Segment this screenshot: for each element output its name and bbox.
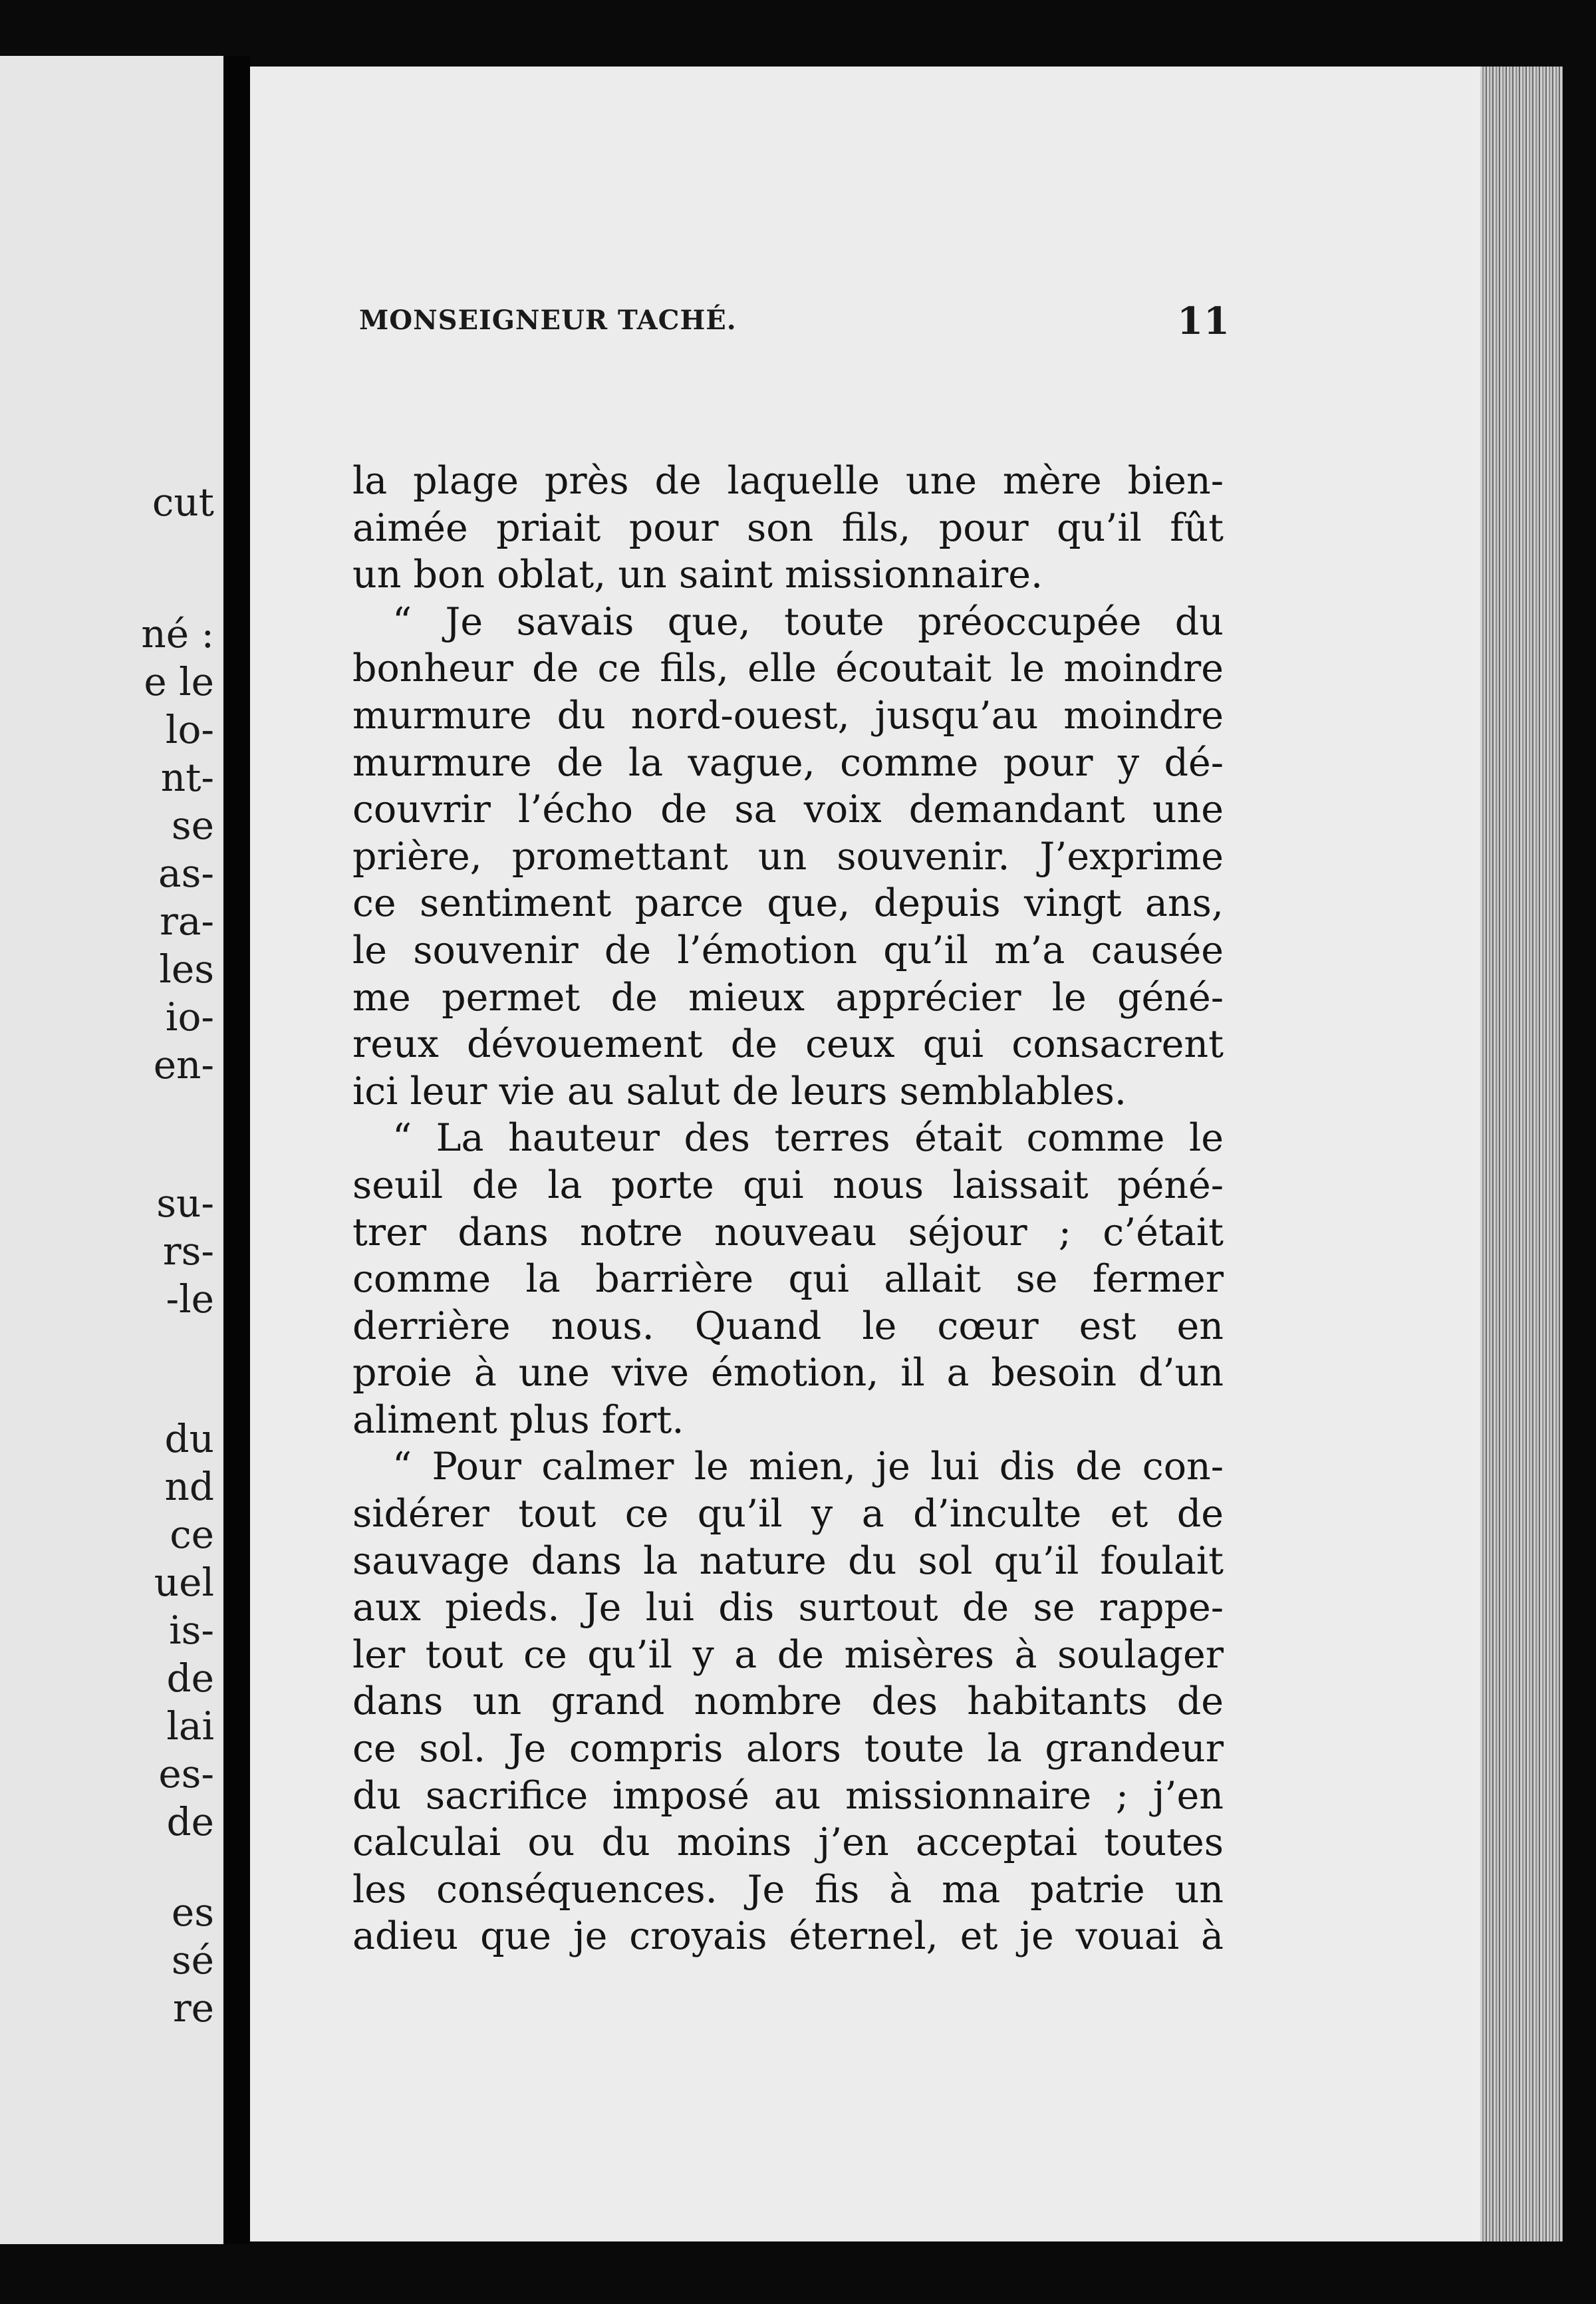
text-line: ici leur vie au salut de leurs semblables. (352, 1069, 1127, 1113)
facing-page-fragment (0, 56, 223, 2244)
text-line: proie à une vive émotion, il a besoin d’un (352, 1351, 1224, 1395)
text-line: prière, promettant un souvenir. J’exprime (352, 834, 1224, 879)
left-page-text: du (164, 1416, 214, 1461)
left-page-text: is- (169, 1608, 214, 1653)
running-head (359, 299, 1230, 343)
text-line: le souvenir de l’émotion qu’il m’a causée (352, 928, 1224, 972)
left-page-text: e le (144, 659, 214, 704)
left-page-text: de (166, 1799, 214, 1844)
left-page-text: io- (165, 994, 214, 1040)
text-line: couvrir l’écho de sa voix demandant une (352, 788, 1224, 832)
text-line: la plage près de laquelle une mère bien- (352, 459, 1224, 503)
book-gutter (223, 56, 250, 2244)
left-page-text: lo- (165, 707, 214, 752)
left-page-text: nd (164, 1464, 214, 1509)
text-line: reux dévouement de ceux qui consacrent (352, 1022, 1224, 1067)
left-page-text: cut (152, 480, 214, 525)
text-line: seuil de la porte qui nous laissait péné- (352, 1163, 1224, 1207)
left-page-text: es- (158, 1751, 214, 1797)
text-line: ce sol. Je compris alors toute la grandeur (352, 1727, 1224, 1771)
left-page-text: es (171, 1890, 214, 1935)
text-line: du sacrifice imposé au missionnaire ; j’en (352, 1773, 1224, 1818)
text-line: aux pieds. Je lui dis surtout de se rappe- (352, 1586, 1224, 1630)
text-line: comme la barrière qui allait se fermer (352, 1257, 1224, 1302)
left-page-text: -le (166, 1276, 214, 1322)
text-line: murmure du nord-ouest, jusqu’au moindre (352, 693, 1224, 738)
text-line: “ Pour calmer le mien, je lui dis de con- (392, 1445, 1224, 1489)
text-line: “ Je savais que, toute préoccupée du (392, 599, 1224, 644)
left-page-text: en- (153, 1042, 214, 1087)
page-edges (1480, 67, 1563, 2241)
left-page-text: se (171, 803, 214, 848)
text-line: ce sentiment parce que, depuis vingt ans, (352, 881, 1224, 926)
left-page-text: les (159, 946, 214, 992)
left-page-text: nt- (160, 755, 214, 800)
left-page-text: sé (171, 1938, 214, 1983)
left-page-text: su- (156, 1181, 214, 1226)
text-line: calculai ou du moins j’en acceptai toutes (352, 1820, 1224, 1865)
text-line: sauvage dans la nature du sol qu’il foulait (352, 1538, 1224, 1583)
left-page-text: ce (170, 1512, 214, 1557)
text-line: “ La hauteur des terres était comme le (392, 1116, 1224, 1161)
text-line: aimée priait pour son fils, pour qu’il fût (352, 505, 1224, 550)
text-line: les conséquences. Je fis à ma patrie un (352, 1867, 1224, 1912)
left-page-text: uel (154, 1560, 214, 1605)
left-page-text: lai (166, 1703, 214, 1749)
left-page-text: rs- (162, 1228, 214, 1274)
body-text (352, 458, 1224, 1960)
text-line: derrière nous. Quand le cœur est en (352, 1304, 1224, 1348)
page-number: 11 (1177, 299, 1230, 343)
text-line: ler tout ce qu’il y a de misères à soulager (352, 1632, 1224, 1677)
text-line: murmure de la vague, comme pour y dé- (352, 740, 1224, 785)
text-line: sidérer tout ce qu’il y a d’inculte et de (352, 1492, 1224, 1536)
text-line: un bon oblat, un saint missionnaire. (352, 553, 1043, 597)
text-line: bonheur de ce fils, elle écoutait le moindre (352, 647, 1224, 691)
text-line: adieu que je croyais éternel, et je vouai à (352, 1914, 1224, 1959)
left-page-text: re (172, 1985, 214, 2031)
text-line: dans un grand nombre des habitants de (352, 1679, 1224, 1724)
text-line: aliment plus fort. (352, 1397, 684, 1442)
running-head-title: MONSEIGNEUR TACHÉ. (359, 305, 737, 336)
left-page-text: né : (141, 611, 214, 656)
left-page-text: as- (158, 851, 214, 896)
left-page-text: ra- (160, 899, 214, 944)
text-line: trer dans notre nouveau séjour ; c’était (352, 1210, 1224, 1254)
text-line: me permet de mieux apprécier le géné- (352, 975, 1224, 1020)
left-page-text: de (166, 1656, 214, 1701)
